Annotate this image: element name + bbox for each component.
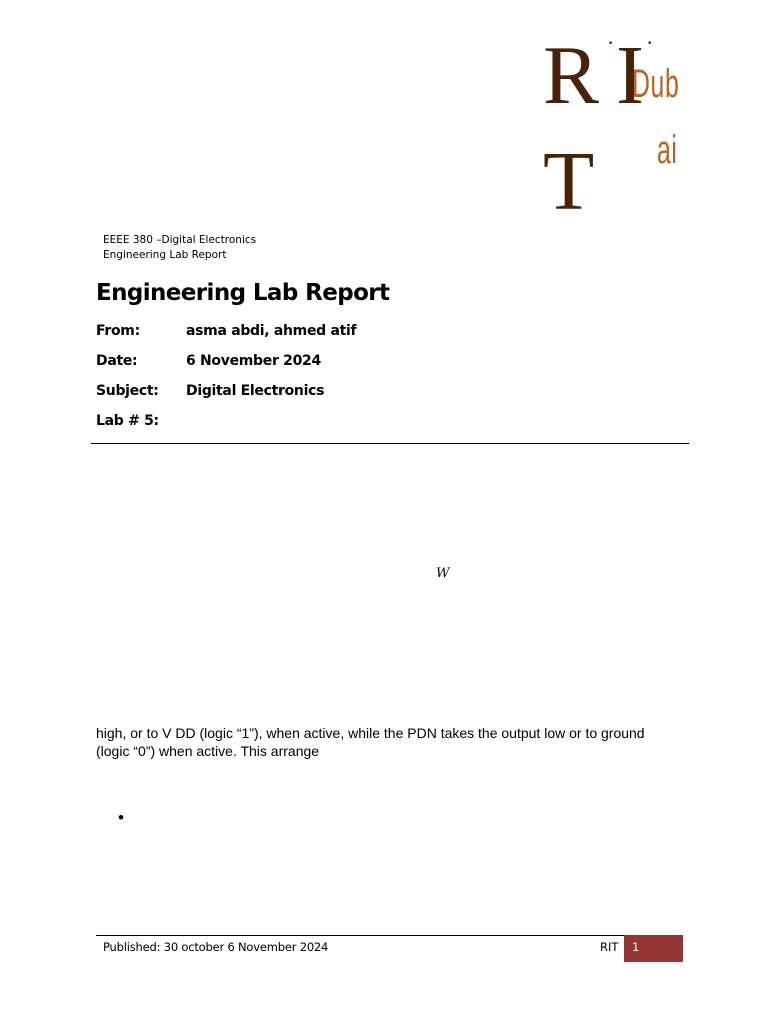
header-divider [91, 443, 689, 444]
page-number-box [624, 935, 683, 962]
date-value: 6 November 2024 [186, 353, 321, 369]
course-header [103, 233, 256, 263]
footer-divider [96, 935, 683, 936]
page-number: 1 [632, 940, 640, 954]
logo-letter-t: T [543, 135, 595, 228]
subject-label: Subject: [96, 383, 159, 399]
lab-label: Lab # 5: [96, 413, 159, 429]
logo-dub-text: Dub [632, 62, 680, 106]
math-symbol-w: W [436, 566, 450, 581]
logo-letter-r: R [543, 29, 600, 122]
rit-dubai-logo [540, 30, 700, 230]
subject-value: Digital Electronics [186, 383, 325, 399]
logo-letter-i: I [616, 29, 644, 122]
logo-dot-left: · [607, 30, 615, 55]
body-paragraph: high, or to V DD (logic “1”), when active, while the PDN takes the output low or to ground (logic “0”) when active. This arrange [96, 725, 645, 759]
list-bullet: • [118, 808, 124, 827]
course-code-line: EEEE 380 –Digital Electronics [103, 234, 257, 246]
course-type-line: Engineering Lab Report [103, 249, 227, 261]
footer-published-text: Published: 30 october 6 November 2024 [103, 940, 329, 954]
footer-org-label: RIT [600, 940, 619, 954]
report-title: Engineering Lab Report [96, 280, 390, 306]
logo-dot-right: · [646, 30, 654, 55]
logo-ai-text: ai [657, 128, 678, 172]
date-label: Date: [96, 353, 138, 369]
from-label: From: [96, 323, 140, 339]
from-value: asma abdi, ahmed atif [186, 323, 357, 339]
